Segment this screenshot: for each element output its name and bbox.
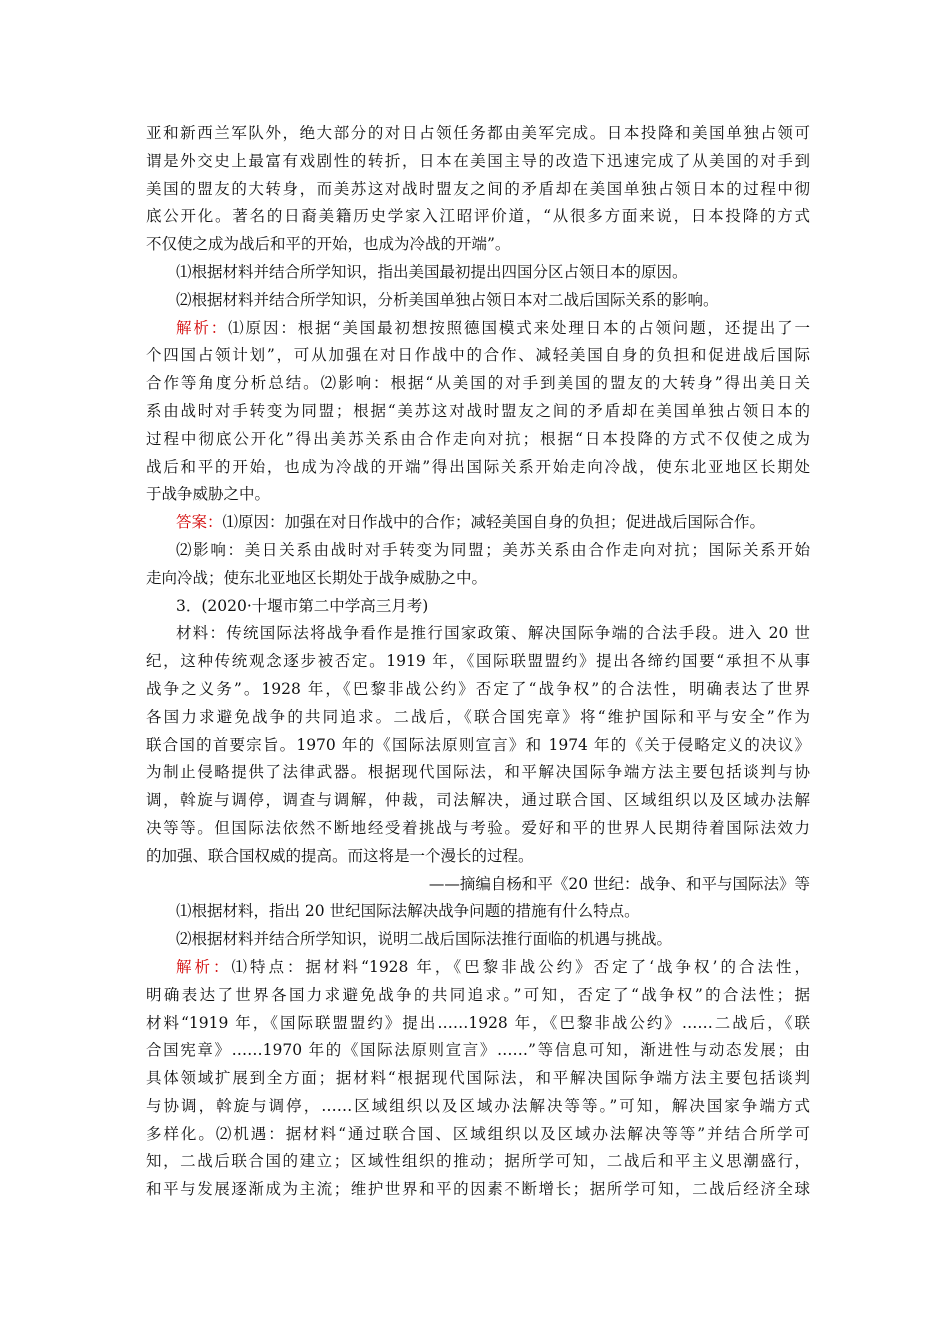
line-text: 美国的盟友的大转身，而美苏这对战时盟友之间的矛盾却在美国单独占领日本的过程中彻 — [146, 179, 810, 198]
text-line — [146, 815, 810, 843]
text-line — [146, 120, 810, 148]
text-line — [146, 787, 810, 815]
text-line — [146, 1148, 810, 1176]
line-text: 具体领域扩展到全方面；据材料“根据现代国际法，和平解决国际争端方法主要包括谈判 — [146, 1069, 810, 1088]
text-line — [146, 732, 810, 760]
labeled-text-line — [146, 315, 810, 343]
text-line — [146, 1176, 810, 1204]
line-text: 决等等。但国际法依然不断地经受着挑战与考验。爱好和平的世界人民期待着国际法效力 — [146, 818, 810, 837]
line-text: 底公开化。著名的日裔美籍历史学家入江昭评价道，“从很多方面来说，日本投降的方式 — [146, 207, 810, 226]
line-text: ⑵影响：美日关系由战时对手转变为同盟；美苏关系由合作走向对抗；国际关系开始 — [176, 540, 810, 559]
text-line — [146, 148, 810, 176]
text-line — [146, 537, 810, 565]
line-text: 于战争威胁之中。 — [146, 485, 271, 504]
text-line — [146, 426, 810, 454]
text-line — [146, 398, 810, 426]
section-label: 解析： — [176, 957, 232, 976]
text-line — [146, 203, 810, 231]
line-text: ⑴原因：加强在对日作战中的合作；减轻美国自身的负担；促进战后国际合作。 — [222, 513, 766, 532]
line-text: 走向冷战；使东北亚地区长期处于战争威胁之中。 — [146, 568, 488, 587]
line-text: 过程中彻底公开化”得出美苏关系由合作走向对抗；根据“日本投降的方式不仅使之成为 — [146, 429, 810, 448]
text-line — [146, 287, 810, 315]
text-line — [146, 342, 810, 370]
text-line — [146, 898, 810, 926]
line-text: 材料：传统国际法将战争看作是推行国家政策、解决国际争端的合法手段。进入 20 世 — [176, 624, 810, 643]
text-line — [146, 1065, 810, 1093]
line-text: 个四国占领计划”，可从加强在对日作战中的合作、减轻美国自身的负担和促进战后国际 — [146, 346, 810, 365]
text-line — [146, 982, 810, 1010]
labeled-text-line — [146, 954, 810, 982]
line-text: ⑴原因：根据“美国最初想按照德国模式来处理日本的占领问题，还提出了一 — [228, 318, 810, 337]
line-text: 明确表达了世界各国力求避免战争的共同追求。”可知，否定了“战争权”的合法性；据 — [146, 985, 810, 1004]
line-text: 不仅使之成为战后和平的开始，也成为冷战的开端”。 — [146, 235, 511, 254]
line-text: 系由战时对手转变为同盟；根据“美苏这对战时盟友之间的矛盾却在美国单独占领日本的 — [146, 401, 810, 420]
line-text: 材料“1919 年，《国际联盟盟约》提出……1928 年，《巴黎非战公约》……二战后，《联 — [146, 1013, 810, 1032]
line-text: 谓是外交史上最富有戏剧性的转折，日本在美国主导的改造下迅速完成了从美国的对手到 — [146, 151, 810, 170]
text-line — [146, 620, 810, 648]
text-line — [146, 648, 810, 676]
line-text: ⑴特点：据材料“1928 年，《巴黎非战公约》否定了‘战争权’的合法性， — [231, 957, 810, 976]
line-text: 亚和新西兰军队外，绝大部分的对日占领任务都由美军完成。日本投降和美国单独占领可 — [146, 124, 810, 142]
line-text: 各国力求避免战争的共同追求。二战后，《联合国宪章》将“维护国际和平与安全”作为 — [146, 707, 810, 726]
text-line — [146, 370, 810, 398]
text-line — [146, 704, 810, 732]
line-text: ⑴根据材料，指出 20 世纪国际法解决战争问题的措施有什么特点。 — [176, 902, 640, 921]
line-text: 合作等角度分析总结。⑵影响：根据“从美国的对手到美国的盟友的大转身”得出美日关 — [146, 374, 810, 393]
line-text: 多样化。⑵机遇：据材料“通过联合国、区域组织以及区域办法解决等等”并结合所学可 — [146, 1124, 810, 1143]
line-text: 的加强、联合国权威的提高。而这将是一个漫长的过程。 — [146, 846, 534, 865]
text-line — [146, 565, 810, 593]
line-text: 为制止侵略提供了法律武器。根据现代国际法，和平解决国际争端方法主要包括谈判与协 — [146, 763, 810, 782]
text-line — [146, 1010, 810, 1038]
line-text: 联合国的首要宗旨。1970 年的《国际法原则宣言》和 1974 年的《关于侵略定义的决议》 — [146, 735, 810, 754]
line-text: 知，二战后联合国的建立；区域性组织的推动；据所学可知，二战后和平主义思潮盛行， — [146, 1152, 810, 1171]
text-line — [146, 593, 810, 621]
text-line — [146, 1037, 810, 1065]
text-line — [146, 926, 810, 954]
section-label: 解析： — [176, 318, 229, 337]
text-line — [146, 176, 810, 204]
labeled-text-line — [146, 509, 810, 537]
text-line — [146, 259, 810, 287]
text-line — [146, 481, 810, 509]
line-text: ⑵根据材料并结合所学知识，说明二战后国际法推行面临的机遇与挑战。 — [176, 930, 673, 949]
line-text: 与协调，斡旋与调停，……区域组织以及区域办法解决等等。”可知，解决国家争端方式 — [146, 1096, 810, 1115]
line-text: 调，斡旋与调停，调查与调解，仲裁，司法解决，通过联合国、区域组织以及区域办法解 — [146, 791, 810, 810]
line-text: 合国宪章》……1970 年的《国际法原则宣言》……”等信息可知，渐进性与动态发展；由 — [146, 1041, 810, 1060]
text-line — [146, 843, 810, 871]
text-line — [146, 871, 810, 899]
line-text: 战争之义务”。1928 年，《巴黎非战公约》否定了“战争权”的合法性，明确表达了世界 — [146, 679, 810, 698]
line-text: 3．(2020·十堰市第二中学高三月考) — [176, 596, 429, 615]
section-label: 答案： — [176, 513, 223, 532]
text-line — [146, 1093, 810, 1121]
line-text: 和平与发展逐渐成为主流；维护世界和平的因素不断增长；据所学可知，二战后经济全球 — [146, 1180, 810, 1199]
line-text: 纪，这种传统观念逐步被否定。1919 年，《国际联盟盟约》提出各缔约国要“承担不从事 — [146, 652, 810, 671]
text-line — [146, 454, 810, 482]
text-line — [146, 759, 810, 787]
line-text: ⑵根据材料并结合所学知识，分析美国单独占领日本对二战后国际关系的影响。 — [176, 290, 719, 309]
text-line — [146, 676, 810, 704]
line-text: ⑴根据材料并结合所学知识，指出美国最初提出四国分区占领日本的原因。 — [176, 262, 688, 281]
line-text: ——摘编自杨和平《20 世纪：战争、和平与国际法》等 — [428, 874, 810, 893]
text-line — [146, 231, 810, 259]
line-text: 战后和平的开始，也成为冷战的开端”得出国际关系开始走向冷战，使东北亚地区长期处 — [146, 457, 810, 476]
document-body — [146, 120, 810, 1204]
text-line — [146, 1121, 810, 1149]
